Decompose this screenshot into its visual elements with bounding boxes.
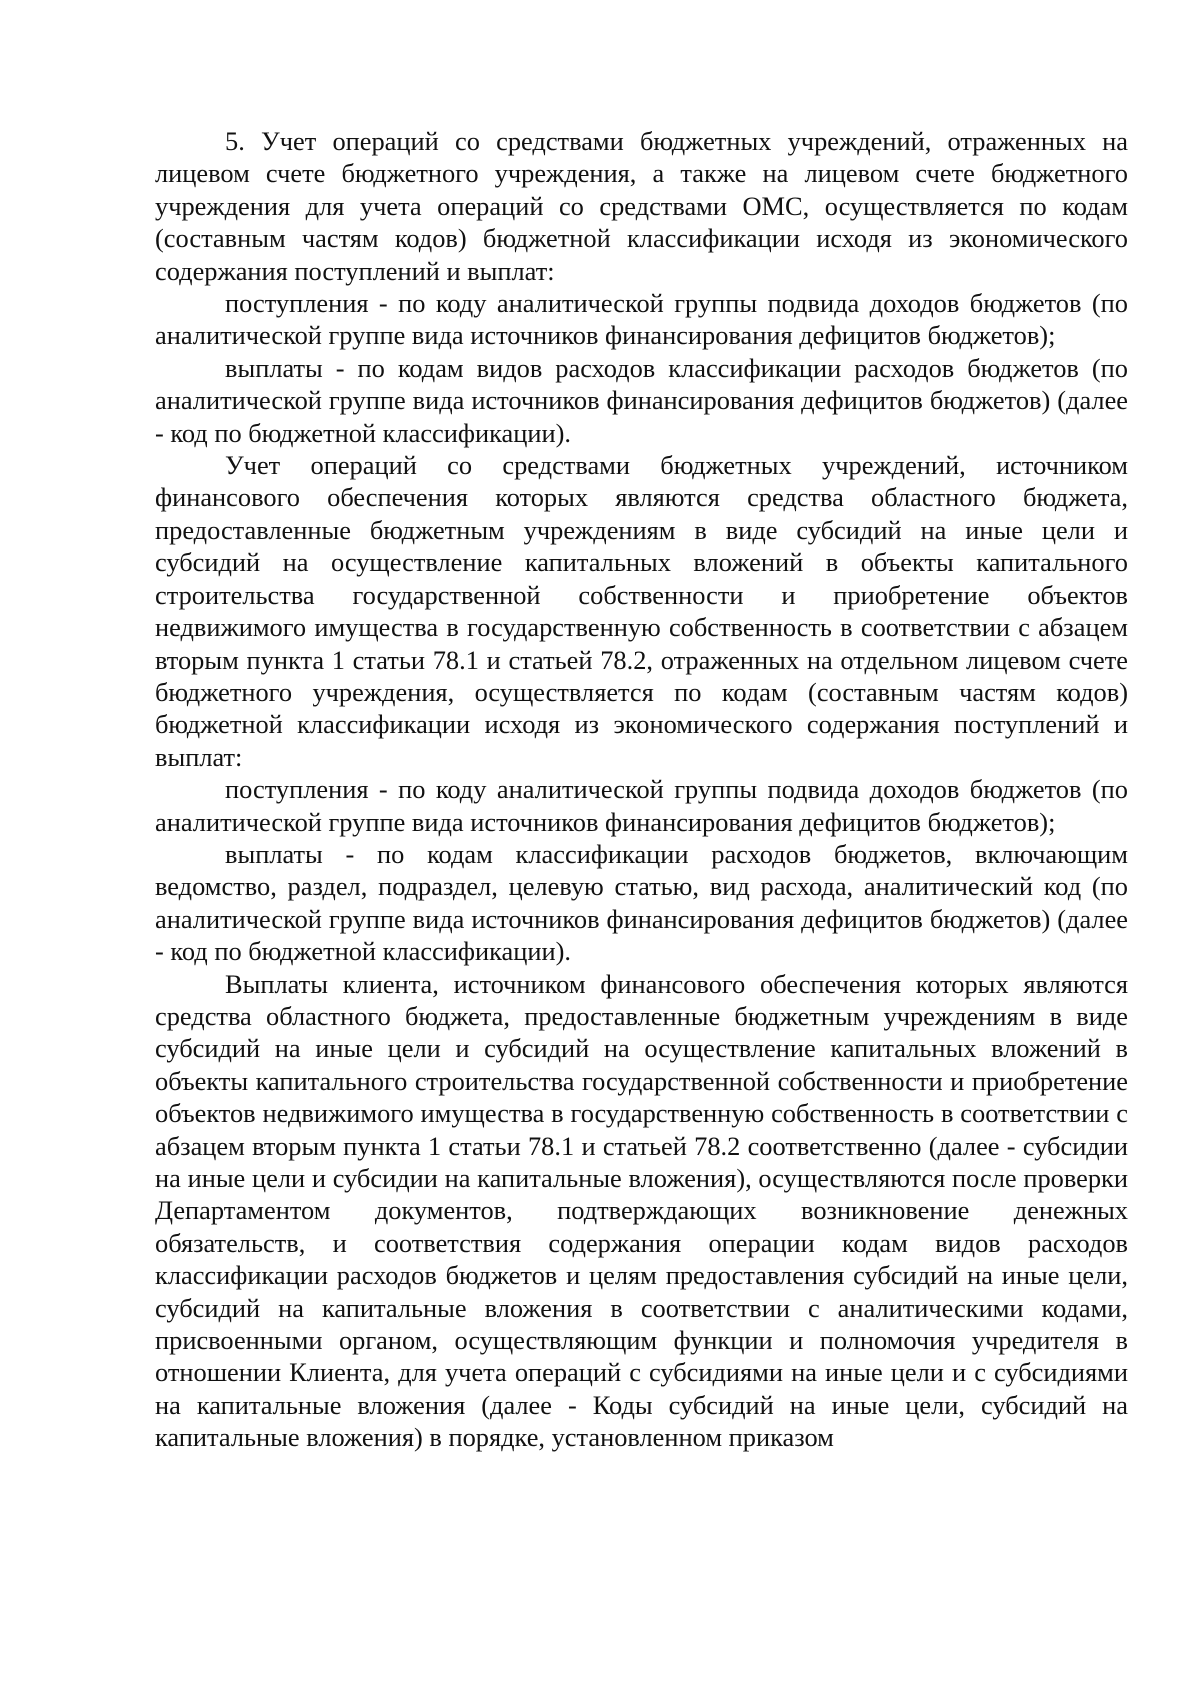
paragraph-receipts: поступления - по коду аналитической группы подвида доходов бюджетов (по аналитической группе вида источников финансирования дефицитов бюджетов); bbox=[155, 288, 1128, 351]
paragraph-payments: выплаты - по кодам видов расходов классификации расходов бюджетов (по аналитической группе вида источников финансирования дефицитов бюджетов) (далее - код по бюджетной классификации). bbox=[155, 352, 1128, 448]
document-page bbox=[155, 125, 1128, 1454]
paragraph-subsidy-accounting: Учет операций со средствами бюджетных учреждений, источником финансового обеспечения которых являются средства областного бюджета, предоставленные бюджетным учреждениям в виде субсидий на иные цели и субсидий на осуществление капитальных вложений в объекты капитального строительства государственной собственности и приобретение объектов недвижимого имущества в государственную собственность в соответствии с абзацем вторым пункта 1 статьи 78.1 и статьей 78.2, отраженных на отдельном лицевом счете бюджетного учреждения, осуществляется по кодам (составным частям кодов) бюджетной классификации исходя из экономического содержания поступлений и выплат: bbox=[155, 450, 1128, 772]
paragraph-clause-5: 5. Учет операций со средствами бюджетных учреждений, отраженных на лицевом счете бюджетного учреждения, а также на лицевом счете бюджетного учреждения для учета операций со средствами ОМС, осуществляется по кодам (составным частям кодов) бюджетной классификации исходя из экономического содержания поступлений и выплат: bbox=[155, 126, 1128, 286]
paragraph-payments-subsidy: выплаты - по кодам классификации расходов бюджетов, включающим ведомство, раздел, подраздел, целевую статью, вид расхода, аналитический код (по аналитической группе вида источников финансирования дефицитов бюджетов) (далее - код по бюджетной классификации). bbox=[155, 838, 1128, 967]
paragraph-client-payments: Выплаты клиента, источником финансового обеспечения которых являются средства областного бюджета, предоставленные бюджетным учреждениям в виде субсидий на иные цели и субсидий на осуществление капитальных вложений в объекты капитального строительства государственной собственности и приобретение объектов недвижимого имущества в государственную собственность в соответствии с абзацем вторым пункта 1 статьи 78.1 и статьей 78.2 соответственно (далее - субсидии на иные цели и субсидии на капитальные вложения), осуществляются после проверки Департаментом документов, подтверждающих возникновение денежных обязательств, и соответствия содержания операции кодам видов расходов классификации расходов бюджетов и целям предоставления субсидий на иные цели, субсидий на капитальные вложения в соответствии с аналитическими кодами, присвоенными органом, осуществляющим функции и полномочия учредителя в отношении Клиента, для учета операций с субсидиями на иные цели и с субсидиями на капитальные вложения (далее - Коды субсидий на иные цели, субсидий на капитальные вложения) в порядке, установленном приказом bbox=[155, 968, 1128, 1453]
paragraph-receipts-subsidy: поступления - по коду аналитической группы подвида доходов бюджетов (по аналитической группе вида источников финансирования дефицитов бюджетов); bbox=[155, 774, 1128, 837]
